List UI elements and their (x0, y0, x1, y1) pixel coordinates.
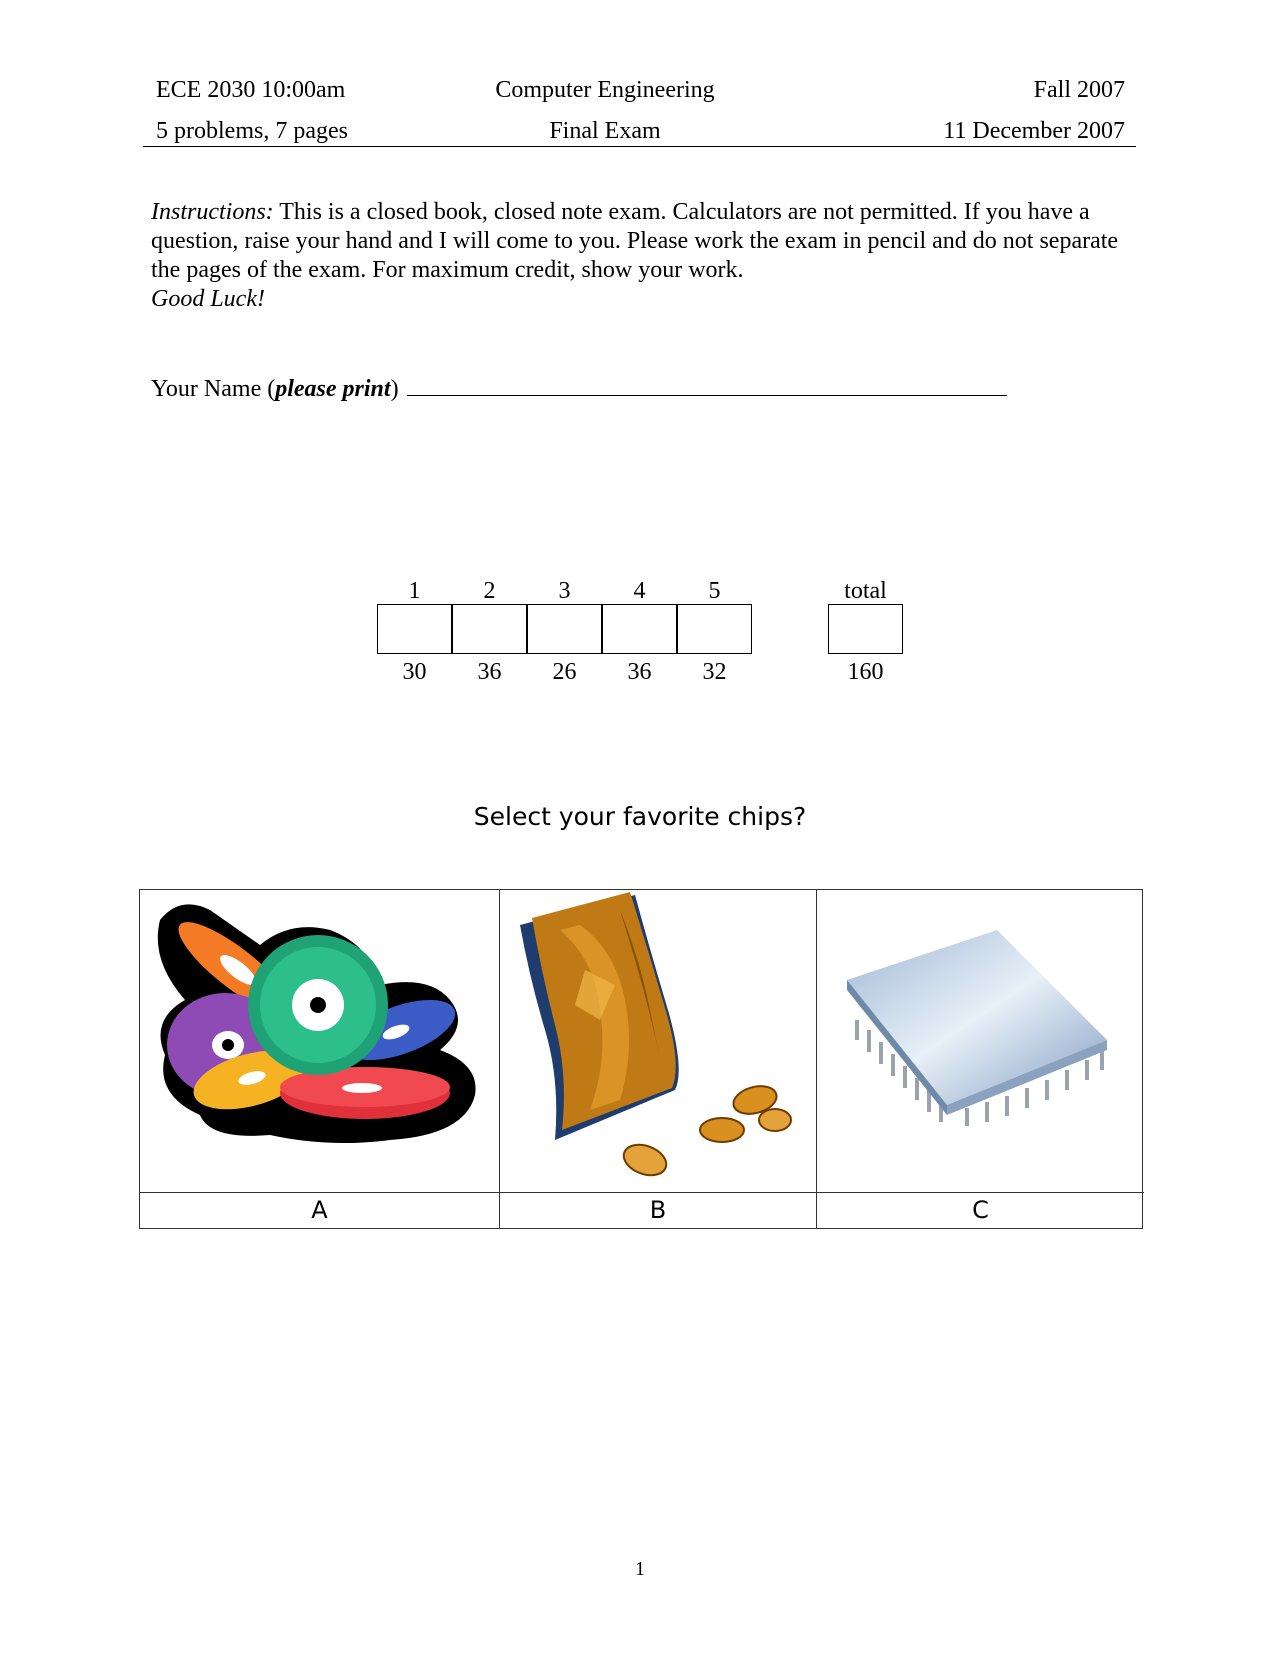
problem-points: 36 (627, 659, 652, 685)
name-suffix: ) (390, 376, 399, 402)
score-box[interactable] (377, 604, 452, 654)
instructions-text: This is a closed book, closed note exam. Calculators are not permitted. If you have a question, raise your hand and I will come to you. Please work the exam in pencil and do not separate the pages of the exam. For maximum credit, show your work. (151, 199, 1119, 283)
option-label: C (972, 1196, 989, 1224)
problem-number: 3 (558, 578, 571, 604)
name-field (151, 373, 1007, 403)
header-rule (143, 146, 1136, 147)
term: Fall 2007 (1033, 77, 1125, 103)
option-label: B (649, 1196, 667, 1224)
potato-chips-bag-icon (500, 890, 815, 1190)
microchip-icon (817, 890, 1142, 1190)
problem-number: 2 (483, 578, 496, 604)
instructions (151, 198, 1126, 314)
total-points: 160 (847, 659, 884, 685)
chips-options-table (139, 889, 1143, 1229)
problem-points: 26 (552, 659, 577, 685)
name-prefix: Your Name ( (151, 376, 276, 402)
problem-number: 1 (408, 578, 421, 604)
option-label: A (311, 1196, 328, 1224)
score-box[interactable] (452, 604, 527, 654)
chips-question: Select your favorite chips? (473, 802, 807, 831)
option-b[interactable] (500, 890, 817, 1228)
name-input-line[interactable] (407, 373, 1007, 396)
score-box[interactable] (527, 604, 602, 654)
course-title: ECE 2030 10:00am (156, 77, 346, 103)
problem-points: 30 (402, 659, 427, 685)
label-divider (140, 1192, 499, 1193)
option-c[interactable] (817, 890, 1144, 1228)
total-score-box[interactable] (828, 604, 903, 654)
problems-pages: 5 problems, 7 pages (156, 118, 348, 144)
problem-number: 5 (708, 578, 721, 604)
exam-date: 11 December 2007 (943, 118, 1125, 144)
problem-points: 36 (477, 659, 502, 685)
label-divider (500, 1192, 816, 1193)
name-emphasis: please print (275, 376, 391, 402)
total-label: total (844, 578, 887, 604)
department: Computer Engineering (495, 77, 715, 103)
exam-type: Final Exam (549, 118, 661, 144)
score-box[interactable] (677, 604, 752, 654)
score-box[interactable] (602, 604, 677, 654)
option-a[interactable] (140, 890, 500, 1228)
instructions-label: Instructions: (151, 199, 274, 225)
page-number: 1 (635, 1558, 645, 1580)
label-divider (817, 1192, 1144, 1193)
problem-points: 32 (702, 659, 727, 685)
poker-chips-icon (140, 890, 498, 1190)
problem-number: 4 (633, 578, 646, 604)
good-luck: Good Luck! (151, 286, 265, 312)
